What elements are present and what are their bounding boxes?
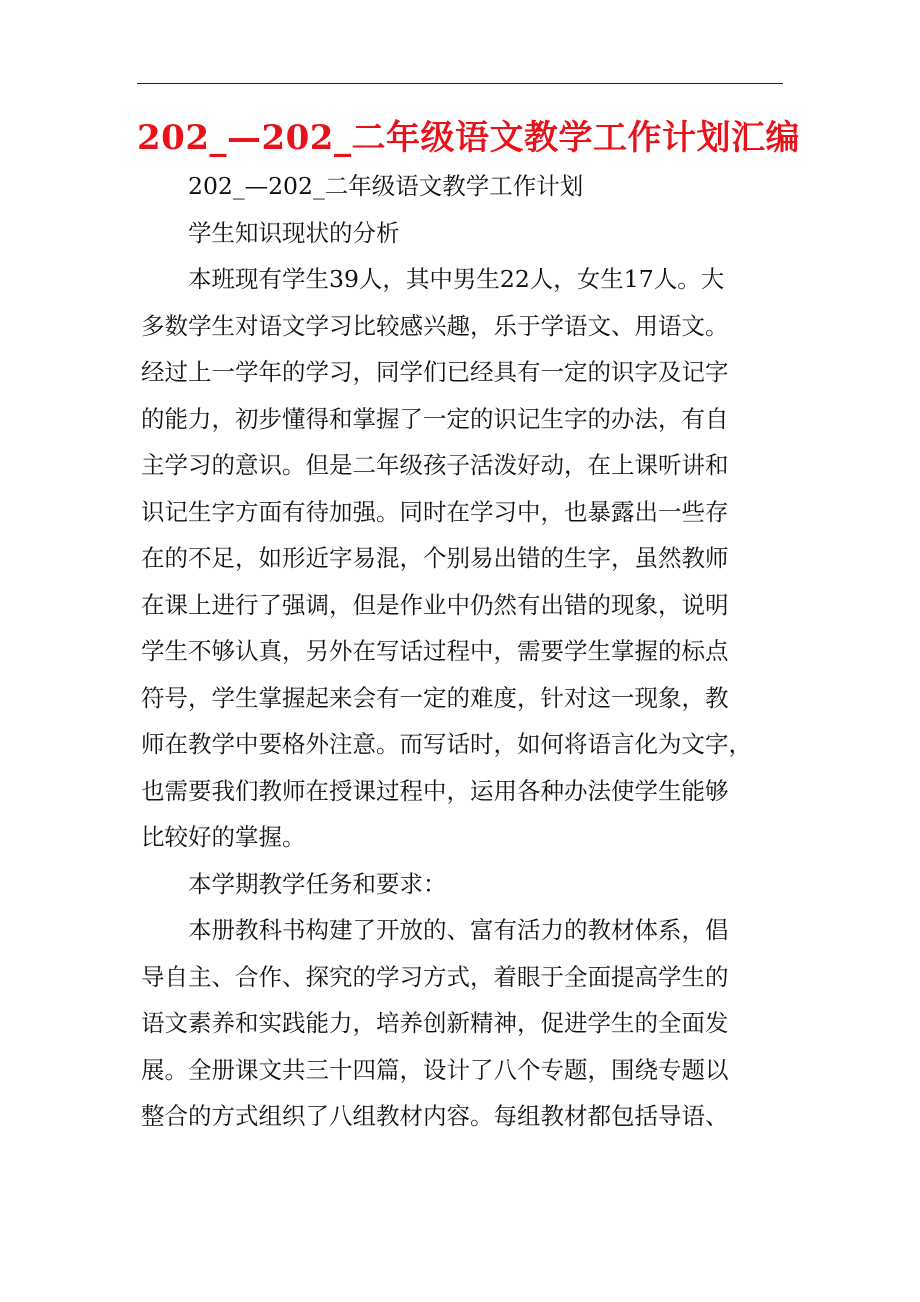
paragraph-line: 学生不够认真，另外在写话过程中，需要学生掌握的标点 xyxy=(141,637,729,665)
paragraph-line: 符号，学生掌握起来会有一定的难度，针对这一现象，教 xyxy=(141,683,729,712)
paragraph-line: 比较好的掌握。 xyxy=(141,823,306,851)
document-body xyxy=(141,163,781,1140)
section-heading-analysis: 学生知识现状的分析 xyxy=(188,218,400,247)
paragraph-line: 整合的方式组织了八组教材内容。每组教材都包括导语、 xyxy=(141,1102,729,1130)
paragraph-line: 也需要我们教师在授课过程中，运用各种办法使学生能够 xyxy=(141,776,729,805)
paragraph-line: 识记生字方面有待加强。同时在学习中，也暴露出一些存 xyxy=(141,497,729,526)
paragraph-line: 本班现有学生39人，其中男生22人，女生17人。大 xyxy=(188,265,725,293)
paragraph-line: 本册教科书构建了开放的、富有活力的教材体系，倡 xyxy=(188,916,729,944)
paragraph-line: 导自主、合作、探究的学习方式，着眼于全面提高学生的 xyxy=(141,962,729,991)
paragraph-line: 的能力，初步懂得和掌握了一定的识记生字的办法，有自 xyxy=(141,404,729,433)
paragraph-line: 在课上进行了强调，但是作业中仍然有出错的现象，说明 xyxy=(141,590,729,619)
paragraph-line: 主学习的意识。但是二年级孩子活泼好动，在上课听讲和 xyxy=(141,451,729,479)
header-rule xyxy=(137,83,783,84)
paragraph-line: 多数学生对语文学习比较感兴趣，乐于学语文、用语文。 xyxy=(141,311,729,340)
paragraph-line: 语文素养和实践能力，培养创新精神，促进学生的全面发 xyxy=(141,1009,729,1037)
paragraph-line: 在的不足，如形近字易混，个别易出错的生字，虽然教师 xyxy=(141,544,729,572)
document-subtitle: 202_—202_二年级语文教学工作计划 xyxy=(188,172,584,200)
paragraph-line: 经过上一学年的学习，同学们已经具有一定的识字及记字 xyxy=(141,358,729,386)
section-heading-tasks: 本学期教学任务和要求： xyxy=(188,869,447,898)
paragraph-line: 展。全册课文共三十四篇，设计了八个专题，围绕专题以 xyxy=(141,1055,729,1084)
document-title: 202_—202_二年级语文教学工作计划汇编 xyxy=(137,118,800,158)
paragraph-line: 师在教学中要格外注意。而写话时，如何将语言化为文字， xyxy=(141,730,752,758)
